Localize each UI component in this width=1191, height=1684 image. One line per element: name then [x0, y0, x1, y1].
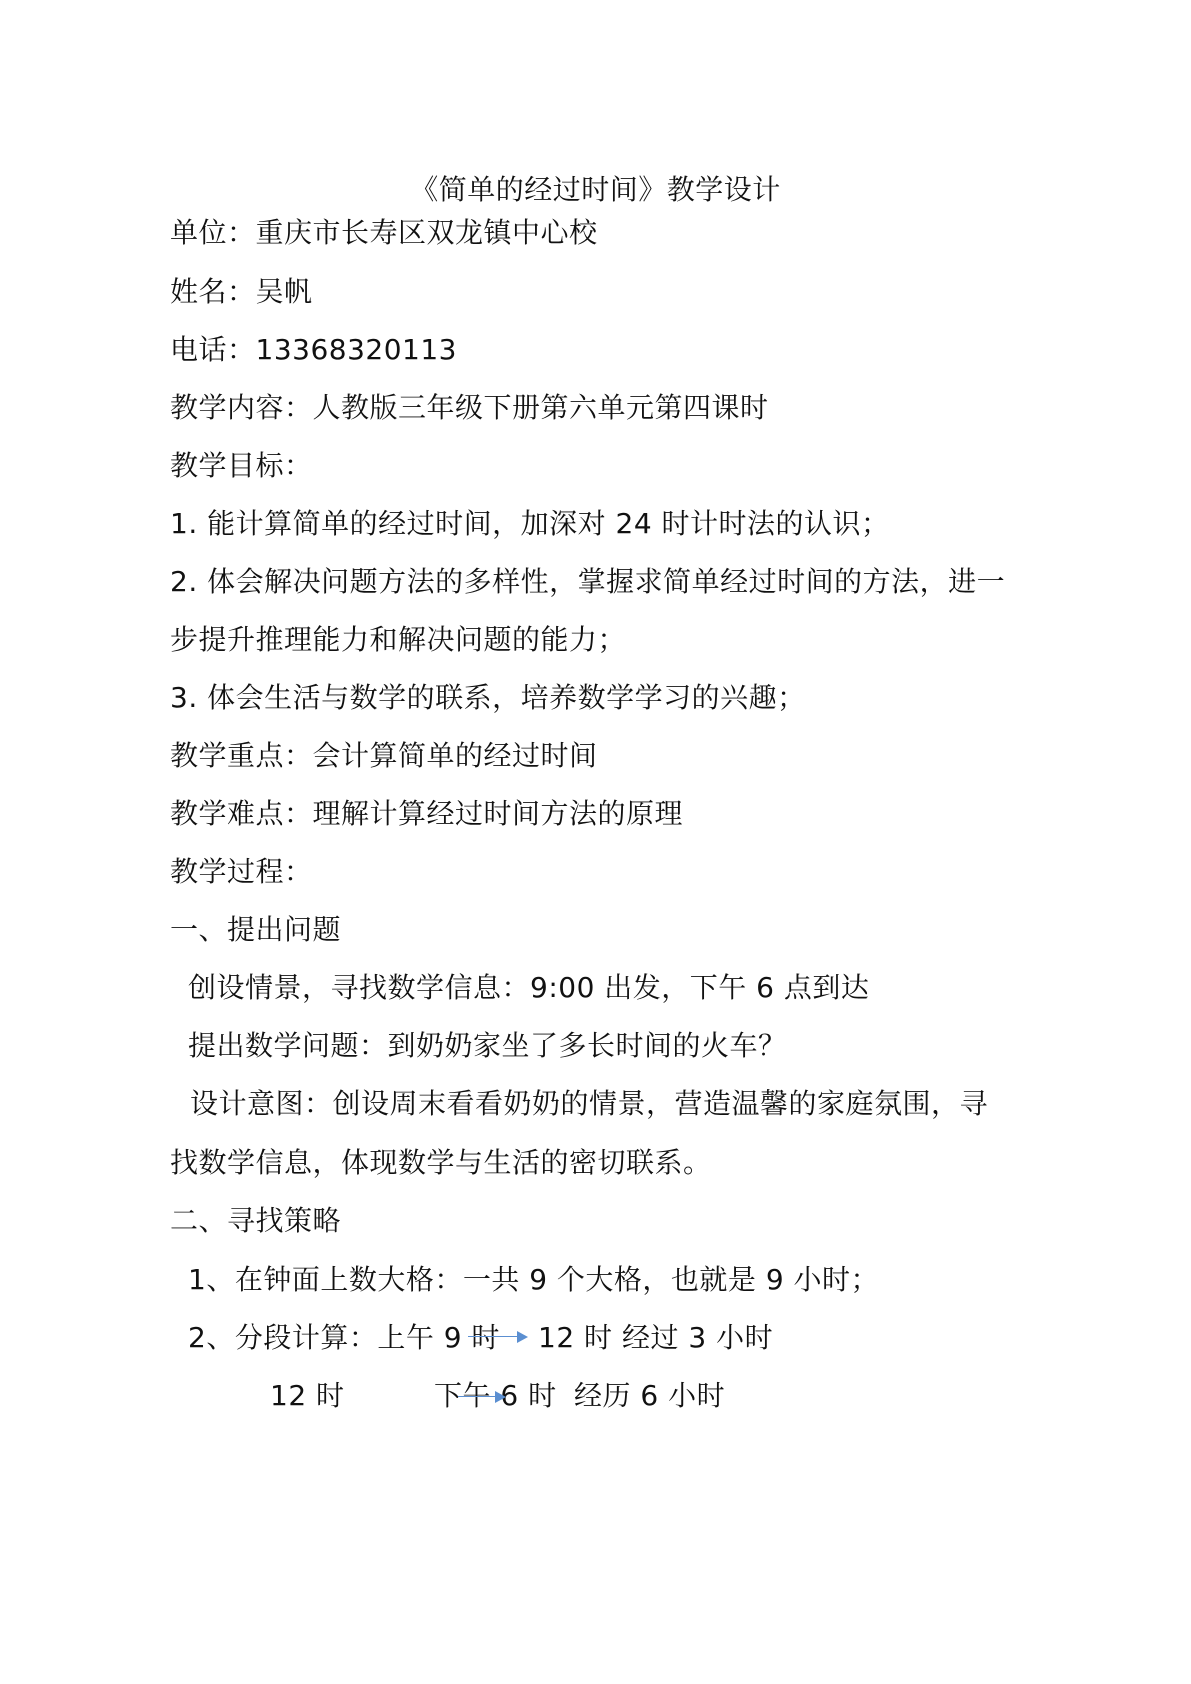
- phone-line: 电话：13368320113: [170, 333, 457, 366]
- section-1-title: 一、提出问题: [170, 913, 342, 946]
- method-2-result: 经过 3 小时: [622, 1321, 774, 1354]
- method-2-row2-end: 下午 6 时: [434, 1379, 557, 1412]
- section-1-para-1: 创设情景，寻找数学信息：9:00 出发，下午 6 点到达: [188, 971, 870, 1004]
- goal-2-line-2: 步提升推理能力和解决问题的能力；: [170, 623, 627, 656]
- method-2-row2-result: 经历 6 小时: [574, 1379, 726, 1412]
- section-2-title: 二、寻找策略: [170, 1204, 342, 1237]
- arrow-icon: [468, 1330, 528, 1344]
- doc-title: 《简单的经过时间》教学设计: [410, 173, 781, 206]
- goal-2-line-1: 2. 体会解决问题方法的多样性，掌握求简单经过时间的方法，进一: [170, 565, 1006, 598]
- content-line: 教学内容：人教版三年级下册第六单元第四课时: [170, 391, 769, 424]
- unit-line: 单位：重庆市长寿区双龙镇中心校: [170, 216, 598, 249]
- section-1-para-2: 提出数学问题：到奶奶家坐了多长时间的火车？: [188, 1029, 787, 1062]
- process-heading: 教学过程：: [170, 855, 313, 888]
- method-2-end-time: 12 时: [538, 1321, 613, 1354]
- method-2-prefix: 2、分段计算：上午 9 时: [188, 1321, 500, 1354]
- method-2-row2-start: 12 时: [270, 1379, 345, 1412]
- difficulty-line: 教学难点：理解计算经过时间方法的原理: [170, 797, 684, 830]
- section-1-para-3-line-1: 设计意图：创设周末看看奶奶的情景，营造温馨的家庭氛围，寻: [190, 1087, 989, 1120]
- name-line: 姓名：吴帆: [170, 275, 313, 308]
- goal-1: 1. 能计算简单的经过时间，加深对 24 时计时法的认识；: [170, 507, 890, 540]
- goals-heading: 教学目标：: [170, 449, 313, 482]
- goal-3: 3. 体会生活与数学的联系，培养数学学习的兴趣；: [170, 681, 806, 714]
- arrow-icon: [458, 1390, 506, 1404]
- section-1-para-3-line-2: 找数学信息，体现数学与生活的密切联系。: [170, 1146, 712, 1179]
- method-1: 1、在钟面上数大格：一共 9 个大格，也就是 9 小时；: [188, 1263, 880, 1296]
- key-point-line: 教学重点：会计算简单的经过时间: [170, 739, 598, 772]
